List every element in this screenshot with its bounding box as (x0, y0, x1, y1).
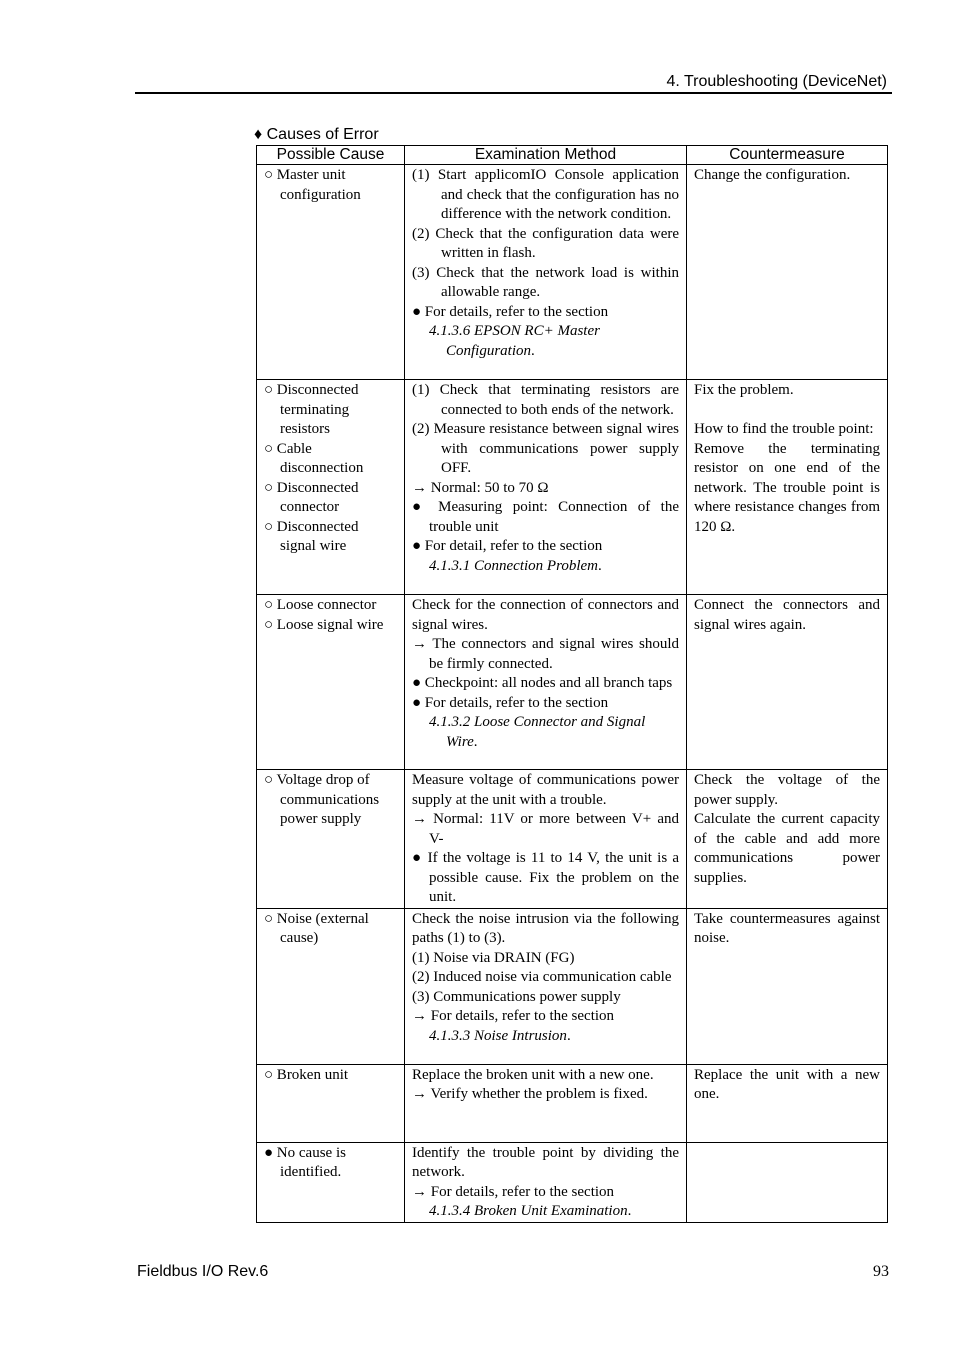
bullet-item (412, 849, 679, 908)
item-text: ● If the voltage is 11 to 14 V, the unit is a possible cause. Fix the problem on the unit. (412, 850, 679, 905)
reference-title: 4.1.3.2 Loose Connector and Signal Wire (429, 714, 646, 750)
paragraph (412, 479, 679, 499)
item-text: → Verify whether the problem is fixed. (412, 1086, 648, 1102)
bullet-item (412, 1007, 679, 1046)
numbered-step (412, 225, 679, 264)
cause-item: ○ Loose signal wire (264, 616, 384, 633)
cell-possible-cause (257, 1064, 405, 1142)
numbered-step (412, 968, 679, 988)
header-rule (135, 92, 892, 94)
cause-item: ● No cause is identified. (264, 1144, 346, 1180)
paragraph (694, 596, 880, 635)
item-text: (2) Measure resistance between signal wires with communications power supply OFF. (412, 421, 679, 476)
table-row (257, 908, 888, 1064)
reference-period: . (531, 342, 535, 359)
paragraph (694, 420, 880, 440)
cell-possible-cause (257, 770, 405, 909)
bullet-item (412, 810, 679, 849)
cause-item: ○ Disconnected terminating resistors (264, 382, 359, 437)
numbered-step (412, 949, 679, 969)
reference-title: 4.1.3.3 Noise Intrusion (429, 1027, 567, 1044)
numbered-step (412, 381, 679, 420)
item-text: (3) Communications power supply (412, 988, 621, 1005)
item-text: → Normal: 50 to 70 Ω (412, 479, 549, 496)
cell-possible-cause (257, 165, 405, 380)
paragraph (694, 810, 880, 888)
section-reference (429, 1202, 679, 1222)
item-text: ● Checkpoint: all nodes and all branch taps (412, 675, 673, 691)
section-reference (429, 322, 679, 361)
paragraph (412, 596, 679, 635)
item-text: Check for the connection of connectors and signal wires. (412, 597, 679, 633)
item-text: ● For detail, refer to the section (412, 538, 603, 554)
cell-examination-method (405, 595, 687, 770)
item-text: Remove the terminating resistor on one end of the network. The trouble point is where resistance changes from 120 Ω. (694, 440, 880, 535)
cell-countermeasure (687, 165, 888, 380)
section-heading: ♦ Causes of Error (254, 126, 379, 143)
cell-countermeasure (687, 1142, 888, 1222)
cause-item: ○ Broken unit (264, 1066, 349, 1083)
cause-item: ○ Disconnected connector (264, 479, 359, 515)
table-row (257, 380, 888, 595)
reference-title: 4.1.3.4 Broken Unit Examination (429, 1203, 628, 1219)
table-header-row (257, 146, 888, 165)
item-text: → For details, refer to the section (412, 1183, 615, 1200)
item-text: Identify the trouble point by dividing the network. (412, 1144, 679, 1180)
cell-examination-method (405, 770, 687, 909)
paragraph (694, 440, 880, 538)
bullet-item (412, 303, 679, 362)
item-text: ● Measuring point: Connection of the trouble unit (412, 499, 679, 535)
cause-item: ○ Voltage drop of communications power supply (264, 772, 380, 827)
paragraph (412, 1066, 679, 1086)
cell-countermeasure (687, 380, 888, 595)
paragraph (412, 1144, 679, 1183)
bullet-item (412, 694, 679, 753)
table-row (257, 1064, 888, 1142)
bullet-item (412, 635, 679, 674)
item-text: → The connectors and signal wires should be firmly connected. (412, 636, 679, 672)
cell-possible-cause (257, 595, 405, 770)
blank-line (694, 401, 880, 421)
reference-title: 4.1.3.6 EPSON RC+ Master Configuration (429, 323, 600, 359)
reference-period: . (627, 1203, 632, 1219)
reference-period: . (473, 733, 478, 750)
column-header-examination-method: Examination Method (405, 146, 687, 165)
item-text: (2) Check that the configuration data were written in flash. (412, 225, 679, 261)
paragraph (412, 910, 679, 949)
cell-examination-method (405, 1142, 687, 1222)
table-body (257, 165, 888, 1223)
cause-item: ○ Loose connector (264, 597, 377, 613)
item-text: How to find the trouble point: (694, 421, 874, 437)
item-text: Calculate the current capacity of the cable and add more communications power supplies. (694, 811, 880, 886)
section-reference (429, 557, 679, 577)
reference-period: . (566, 1027, 571, 1044)
item-text: → For details, refer to the section (412, 1008, 615, 1024)
cell-possible-cause (257, 908, 405, 1064)
cell-examination-method (405, 908, 687, 1064)
section-reference (429, 1027, 679, 1047)
page-number: 93 (873, 1263, 889, 1280)
bullet-item (412, 537, 679, 576)
item-text: Connect the connectors and signal wires again. (694, 597, 880, 633)
cause-item: ○ Master unit configuration (264, 167, 361, 203)
column-header-countermeasure: Countermeasure (687, 146, 888, 165)
cell-possible-cause (257, 380, 405, 595)
bullet-item (412, 1085, 679, 1105)
causes-of-error-table (256, 145, 888, 1223)
item-text: (1) Noise via DRAIN (FG) (412, 949, 575, 966)
item-text: (1) Check that terminating resistors are connected to both ends of the network. (412, 382, 679, 418)
numbered-step (412, 420, 679, 479)
item-text: Change the configuration. (694, 167, 851, 183)
cell-countermeasure (687, 770, 888, 909)
item-text: Check the noise intrusion via the following paths (1) to (3). (412, 910, 679, 946)
reference-period: . (598, 557, 602, 574)
table-row (257, 595, 888, 770)
footer-document-title: Fieldbus I/O Rev.6 (137, 1263, 269, 1280)
cell-examination-method (405, 380, 687, 595)
cell-examination-method (405, 1064, 687, 1142)
paragraph (694, 381, 880, 401)
item-text: (3) Check that the network load is within allowable range. (412, 264, 679, 300)
numbered-step (412, 166, 679, 225)
item-text: ● For details, refer to the section (412, 694, 609, 711)
item-text: ● For details, refer to the section (412, 303, 609, 320)
item-text: Replace the broken unit with a new one. (412, 1066, 654, 1083)
paragraph (694, 910, 880, 949)
item-text: → Normal: 11V or more between V+ and V- (412, 811, 679, 847)
cell-countermeasure (687, 595, 888, 770)
section-reference (429, 713, 679, 752)
item-text: Check the voltage of the power supply. (694, 772, 880, 808)
cause-item: ○ Noise (external cause) (264, 910, 369, 946)
bullet-item (412, 674, 679, 694)
bullet-item (412, 498, 679, 537)
column-header-possible-cause: Possible Cause (257, 146, 405, 165)
item-text: Replace the unit with a new one. (694, 1066, 880, 1102)
item-text: (1) Start applicomIO Console application and check that the configuration has no difference with the network condition. (412, 167, 679, 222)
cell-examination-method (405, 165, 687, 380)
cause-item: ○ Disconnected signal wire (264, 518, 359, 554)
bullet-item (412, 1183, 679, 1222)
item-text: Fix the problem. (694, 382, 794, 398)
reference-title: 4.1.3.1 Connection Problem (429, 557, 599, 574)
paragraph (694, 1066, 880, 1105)
paragraph (412, 771, 679, 810)
table-row (257, 770, 888, 909)
cell-countermeasure (687, 1064, 888, 1142)
paragraph (694, 771, 880, 810)
cell-possible-cause (257, 1142, 405, 1222)
numbered-step (412, 988, 679, 1008)
table-row (257, 1142, 888, 1222)
running-header: 4. Troubleshooting (DeviceNet) (666, 73, 887, 90)
item-text: (2) Induced noise via communication cable (412, 969, 672, 985)
table-row (257, 165, 888, 380)
numbered-step (412, 264, 679, 303)
item-text: Take countermeasures against noise. (694, 910, 880, 946)
paragraph (694, 166, 880, 186)
cause-item: ○ Cable disconnection (264, 440, 364, 476)
cell-countermeasure (687, 908, 888, 1064)
item-text: Measure voltage of communications power supply at the unit with a trouble. (412, 772, 679, 808)
